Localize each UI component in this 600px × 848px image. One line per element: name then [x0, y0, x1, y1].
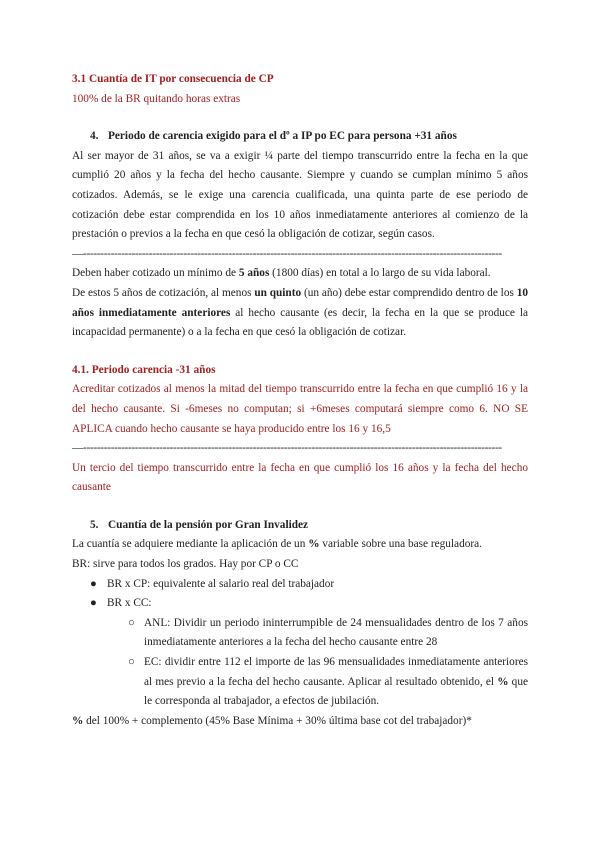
document-page	[72, 70, 528, 731]
text-span: EC: dividir entre 112 el importe de las 96 mensualidades inmediatamente anteriores al mes previo a la fecha del hecho causante. Aplicar al resultado obtenido, el	[144, 656, 528, 688]
section-3-1-title: 3.1 Cuantía de IT por consecuencia de CP	[72, 73, 274, 85]
list-item-text: BR x CC:	[107, 597, 152, 610]
list-item	[72, 594, 528, 614]
section-5-final-line	[72, 712, 528, 732]
separator-line-1: —-------------------------------------------------------------------------------------------------------------------------	[72, 247, 502, 260]
text-span: variable sobre una base reguladora.	[319, 538, 482, 551]
section-5-paragraph-2: BR: sirve para todos los grados. Hay por CP o CC	[72, 558, 299, 571]
sub-list-item	[72, 653, 528, 712]
section-4-paragraph-1: Al ser mayor de 31 años, se va a exigir ¼ parte del tiempo transcurrido entre la fecha en la que cumplió 20 años y la fecha del hecho causante. Siempre y cuando se cumplan mínimo 5 años cotizados. Además, se le exige una carencia cualificada, una quinta parte de ese periodo de cotización debe estar comprendida en los 10 años inmediatamente anteriores al comienzo de la prestación o previos a la fecha en que cesó la obligación de cotizar, según casos.	[72, 149, 528, 241]
section-5-number: 5.	[90, 518, 99, 531]
bullet-list	[72, 575, 528, 614]
section-4-title: Periodo de carencia exigido para el dº a IP po EC para persona +31 años	[108, 130, 457, 143]
text-span: que le corresponda al trabajador, a efectos de jubilación.	[144, 675, 528, 708]
bold-span: %	[497, 675, 509, 688]
text-span: De estos 5 años de cotización, al menos	[72, 286, 255, 299]
sub-list-item	[72, 614, 528, 653]
section-4-paragraph-3	[72, 284, 528, 343]
bold-span: %	[308, 538, 320, 551]
text-span: (un año) debe estar comprendido dentro de los	[301, 286, 517, 299]
section-4-1-paragraph-2: Un tercio del tiempo transcurrido entre la fecha en que cumplió los 16 años y la fecha del hecho causante	[72, 461, 528, 494]
sub-list	[72, 614, 528, 712]
section-5-heading	[72, 516, 528, 536]
bold-span: 5 años	[238, 267, 270, 280]
section-4-number: 4.	[90, 130, 99, 143]
section-4-paragraph-2	[72, 264, 528, 284]
section-4-heading	[72, 127, 528, 147]
bold-span: %	[72, 714, 84, 727]
bold-span: 10 años inmediatamente anteriores	[72, 286, 528, 319]
list-item-text: BR x CP: equivalente al salario real del trabajador	[107, 577, 335, 590]
text-span: Deben haber cotizado un mínimo de	[72, 267, 239, 280]
bullet-icon: ●	[90, 577, 97, 590]
bold-span: un quinto	[254, 286, 302, 299]
section-4-1-paragraph-1: Acreditar cotizados al menos la mitad del tiempo transcurrido entre la fecha en que cumplió 16 y la del hecho causante. Si -6meses no computan; si +6meses computará siempre como 6. NO SE APLICA cuando hecho causante se haya producido entre los 16 y 16,5	[72, 383, 528, 435]
section-4-1-title: 4.1. Periodo carencia -31 años	[72, 363, 216, 376]
section-5-title: Cuantía de la pensión por Gran Invalidez	[108, 518, 309, 531]
list-item	[72, 575, 528, 595]
separator-line-2: —-------------------------------------------------------------------------------------------------------------------------	[72, 442, 502, 455]
text-span: (1800 días) en total a lo largo de su vida laboral.	[269, 267, 491, 280]
text-span: del 100% + complemento (45% Base Mínima + 30% última base cot del trabajador)*	[83, 714, 472, 727]
sub-list-item-text: ANL: Dividir un periodo ininterrumpible de 24 mensualidades dentro de los 7 años inmediatamente anteriores a la fecha del hecho causante entre 28	[144, 616, 528, 649]
bullet-icon: ●	[90, 597, 97, 610]
text-span: La cuantía se adquiere mediante la aplicación de un	[72, 538, 309, 551]
text-span: al hecho causante (es decir, la fecha en la que se produce la incapacidad permanente) o a la fecha en que cesó la obligación de cotizar.	[72, 306, 528, 339]
section-3-1-text: 100% de la BR quitando horas extras	[72, 92, 241, 105]
circle-bullet-icon: ○	[128, 656, 135, 669]
circle-bullet-icon: ○	[128, 616, 135, 629]
section-5-paragraph-1	[72, 535, 528, 555]
